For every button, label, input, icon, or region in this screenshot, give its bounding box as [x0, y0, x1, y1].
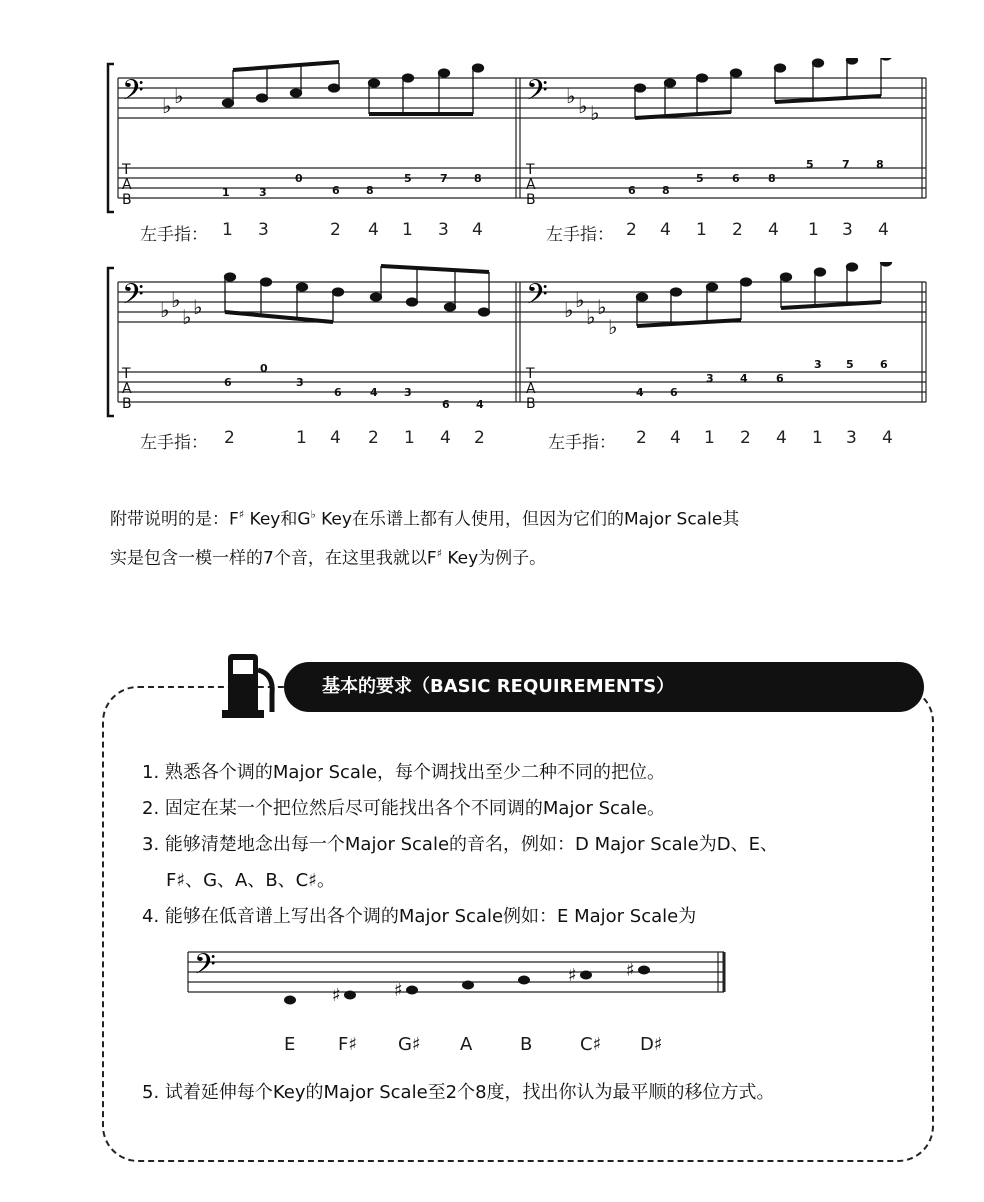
- notation-system-2: [104, 262, 930, 422]
- e-scale-note-names: [0, 1034, 984, 1058]
- finger-number: 4: [768, 220, 779, 240]
- svg-text:𝄢: 𝄢: [122, 278, 144, 318]
- svg-text:♭: ♭: [160, 298, 170, 322]
- tab-fret: 1: [222, 186, 230, 199]
- finger-label: 左手指：: [140, 225, 208, 245]
- tab-fret: 8: [474, 172, 482, 185]
- tab-letter: T: [122, 162, 131, 178]
- tab-fret: 4: [740, 372, 748, 385]
- svg-text:♭: ♭: [171, 288, 181, 312]
- tab-fret: 3: [706, 372, 714, 385]
- finger-number: 1: [808, 220, 819, 240]
- tab-fret: 7: [842, 158, 850, 171]
- tab-fret: 3: [259, 186, 267, 199]
- tab-letter: B: [122, 396, 132, 412]
- note-line-1: 附带说明的是：F♯ Key和G♭ Key在乐谱上都有人使用，但因为它们的Major Scale其: [110, 508, 740, 530]
- finger-number: 4: [878, 220, 889, 240]
- svg-text:♭: ♭: [590, 101, 600, 125]
- svg-text:♭: ♭: [193, 295, 203, 319]
- tab-letter: A: [526, 381, 536, 397]
- finger-number: 1: [704, 428, 715, 448]
- tab-fret: 6: [442, 398, 450, 411]
- requirement-4: 4. 能够在低音谱上写出各个调的Major Scale例如：E Major Scale为: [142, 906, 697, 927]
- requirement-1: 1. 熟悉各个调的Major Scale，每个调找出至少二种不同的把位。: [142, 762, 666, 783]
- fingering-row-1-left: [140, 220, 520, 245]
- finger-number: 1: [404, 428, 415, 448]
- tab-letter: A: [526, 177, 536, 193]
- note-name: B: [520, 1034, 533, 1055]
- section-title: 基本的要求（BASIC REQUIREMENTS）: [322, 676, 675, 697]
- section-banner: [284, 662, 924, 712]
- fingering-row-1-right: [546, 220, 926, 245]
- note-name: A: [460, 1034, 473, 1055]
- finger-label: 左手指：: [546, 225, 614, 245]
- svg-text:♭: ♭: [162, 94, 172, 118]
- finger-number: 3: [258, 220, 269, 240]
- tab-fret: 8: [768, 172, 776, 185]
- tab-fret: 8: [662, 184, 670, 197]
- staff-and-tab-1: [104, 58, 930, 218]
- finger-number: 4: [660, 220, 671, 240]
- finger-label: 左手指：: [140, 433, 208, 453]
- svg-text:𝄢: 𝄢: [526, 74, 548, 114]
- tab-fret: 8: [876, 158, 884, 171]
- requirement-3-cont: F♯、G、A、B、C♯。: [166, 870, 335, 891]
- svg-text:𝄢: 𝄢: [194, 948, 216, 988]
- tab-fret: 5: [696, 172, 704, 185]
- tab-letter: T: [526, 366, 535, 382]
- requirement-2: 2. 固定在某一个把位然后尽可能找出各个不同调的Major Scale。: [142, 798, 666, 819]
- note-name: C♯: [580, 1034, 602, 1055]
- tab-fret: 6: [332, 184, 340, 197]
- tab-fret: 6: [334, 386, 342, 399]
- requirement-5: 5. 试着延伸每个Key的Major Scale至2个8度，找出你认为最平顺的移位方式。: [142, 1082, 775, 1103]
- tab-fret: 4: [476, 398, 484, 411]
- finger-number: 1: [696, 220, 707, 240]
- tab-fret: 5: [846, 358, 854, 371]
- finger-number: 3: [438, 220, 449, 240]
- tab-fret: 4: [636, 386, 644, 399]
- fingering-row-2-left: [140, 428, 520, 453]
- tab-fret: 8: [366, 184, 374, 197]
- svg-text:♭: ♭: [564, 298, 574, 322]
- finger-number: 2: [626, 220, 637, 240]
- staff-and-tab-2: [104, 262, 930, 422]
- finger-number: 4: [368, 220, 379, 240]
- e-major-scale-staff: [186, 942, 746, 1026]
- tab-fret: 6: [628, 184, 636, 197]
- svg-text:♭: ♭: [608, 315, 618, 339]
- svg-text:♭: ♭: [575, 288, 585, 312]
- finger-number: 2: [368, 428, 379, 448]
- finger-number: 2: [224, 428, 235, 448]
- finger-number: 4: [472, 220, 483, 240]
- fingering-row-2-right: [548, 428, 928, 453]
- tab-fret: 3: [814, 358, 822, 371]
- tab-fret: 7: [440, 172, 448, 185]
- tab-fret: 6: [776, 372, 784, 385]
- tab-fret: 6: [670, 386, 678, 399]
- finger-number: 3: [846, 428, 857, 448]
- finger-number: 3: [842, 220, 853, 240]
- svg-text:♭: ♭: [566, 84, 576, 108]
- tab-letter: B: [122, 192, 132, 208]
- finger-number: 4: [440, 428, 451, 448]
- note-name: D♯: [640, 1034, 663, 1055]
- note-line-2: 实是包含一模一样的7个音，在这里我就以F♯ Key为例子。: [110, 546, 547, 569]
- note-name: F♯: [338, 1034, 358, 1055]
- tab-fret: 5: [404, 172, 412, 185]
- svg-text:♯: ♯: [626, 960, 635, 981]
- tab-fret: 0: [260, 362, 268, 375]
- bass-clef-icon: 𝄢: [122, 74, 144, 114]
- finger-number: 2: [732, 220, 743, 240]
- tab-fret: 6: [224, 376, 232, 389]
- svg-text:♯: ♯: [332, 985, 341, 1006]
- tab-fret: 3: [296, 376, 304, 389]
- svg-text:♭: ♭: [182, 305, 192, 329]
- finger-number: 2: [330, 220, 341, 240]
- note-name: G♯: [398, 1034, 421, 1055]
- finger-number: 1: [222, 220, 233, 240]
- tab-fret: 0: [295, 172, 303, 185]
- tab-fret: 4: [370, 386, 378, 399]
- svg-text:♭: ♭: [174, 84, 184, 108]
- tab-fret: 3: [404, 386, 412, 399]
- note-name: E: [284, 1034, 296, 1055]
- finger-number: 1: [296, 428, 307, 448]
- finger-number: 1: [402, 220, 413, 240]
- finger-label: 左手指：: [548, 433, 616, 453]
- tab-fret: 6: [732, 172, 740, 185]
- explanatory-note: [110, 498, 930, 575]
- tab-letter: T: [526, 162, 535, 178]
- finger-number: 4: [882, 428, 893, 448]
- gas-pump-icon: [222, 648, 282, 720]
- svg-text:♭: ♭: [578, 94, 588, 118]
- tab-fret: 5: [806, 158, 814, 171]
- svg-text:♭: ♭: [597, 295, 607, 319]
- tab-letter: A: [122, 177, 132, 193]
- requirement-3: 3. 能够清楚地念出每一个Major Scale的音名，例如：D Major Scale为D、E、: [142, 834, 778, 855]
- finger-number: 2: [740, 428, 751, 448]
- finger-number: 4: [776, 428, 787, 448]
- finger-number: 2: [474, 428, 485, 448]
- finger-number: 1: [812, 428, 823, 448]
- tab-letter: A: [122, 381, 132, 397]
- svg-text:𝄢: 𝄢: [526, 278, 548, 318]
- tab-letter: T: [122, 366, 131, 382]
- tab-letter: B: [526, 192, 536, 208]
- svg-text:♯: ♯: [394, 980, 403, 1001]
- finger-number: 2: [636, 428, 647, 448]
- tab-letter: B: [526, 396, 536, 412]
- svg-text:♭: ♭: [586, 305, 596, 329]
- finger-number: 4: [330, 428, 341, 448]
- svg-text:♯: ♯: [568, 965, 577, 986]
- finger-number: 4: [670, 428, 681, 448]
- tab-fret: 6: [880, 358, 888, 371]
- notation-system-1: [104, 58, 930, 218]
